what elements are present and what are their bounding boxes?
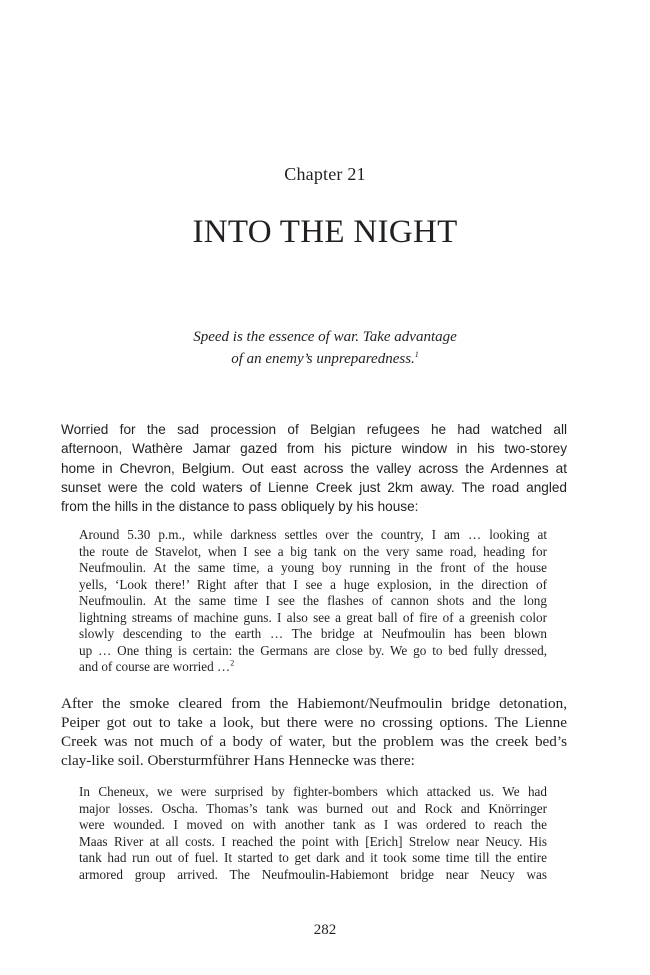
quote-line: yells, ‘Look there!’ Right after that I see a huge explosion, in the direction of	[79, 576, 547, 592]
block-quote-2	[79, 784, 547, 883]
paragraph-line: Peiper got out to take a look, but there were no crossing options. The Lienne	[61, 714, 567, 731]
body-paragraph-1	[61, 420, 567, 516]
paragraph-line: clay-like soil. Obersturmführer Hans Hennecke was there:	[61, 752, 415, 769]
quote-line: Neufmoulin. At the same time, a young boy running in the front of the house	[79, 560, 547, 575]
quote-line: the route de Stavelot, when I see a big tank on the very same road, heading for	[79, 543, 547, 559]
paragraph-line: home in Chevron, Belgium. Out east across the valley across the Ardennes at	[61, 460, 567, 476]
quote-line: up … One thing is certain: the Germans are close by. We go to bed fully dressed,	[79, 642, 547, 658]
paragraph-line: Worried for the sad procession of Belgian refugees he had watched all	[61, 422, 567, 437]
quote-line: Neufmoulin. At the same time I see the flashes of cannon shots and the long	[79, 593, 547, 608]
quote-line: tank had run out of fuel. It started to get dark and it took some time till the entire	[79, 850, 547, 865]
paragraph-line: After the smoke cleared from the Habiemont/Neufmoulin bridge detonation,	[61, 695, 567, 712]
quote-line: were wounded. I moved on with another tank as I was ordered to reach the	[79, 817, 547, 832]
quote-line: armored group arrived. The Neufmoulin-Habiemont bridge near Neucy was	[79, 866, 547, 882]
paragraph-line: afternoon, Wathère Jamar gazed from his picture window in his two-storey	[61, 441, 567, 457]
quote-line: lightning streams of machine guns. I also see a great ball of fire of a greenish color	[79, 609, 547, 625]
paragraph-line: from the hills in the distance to pass obliquely by his house:	[61, 499, 419, 515]
epigraph-line-text: of an enemy’s unpreparedness.	[231, 351, 415, 367]
body-paragraph-2	[61, 694, 567, 770]
footnote-marker: 1	[414, 350, 419, 359]
quote-line: Maas River at all costs. I reached the point with [Erich] Strelow near Neucy. His	[79, 833, 547, 849]
paragraph-line: Creek was not much of a body of water, but the problem was the creek bed’s	[61, 733, 567, 750]
block-quote-1	[79, 527, 547, 676]
paragraph-line: sunset were the cold waters of Lienne Creek just 2km away. The road angled	[61, 479, 567, 495]
epigraph-line: Speed is the essence of war. Take advantage	[193, 329, 457, 345]
epigraph-line	[0, 348, 650, 370]
quote-line: slowly descending to the earth … The bridge at Neufmoulin has been blown	[79, 626, 547, 641]
chapter-label: Chapter 21	[284, 164, 366, 184]
quote-line: In Cheneux, we were surprised by fighter-bombers which attacked us. We had	[79, 784, 547, 799]
epigraph	[0, 326, 650, 370]
quote-line-text: and of course are worried …	[79, 659, 231, 674]
quote-line: Around 5.30 p.m., while darkness settles over the country, I am … looking at	[79, 527, 547, 542]
page-number: 282	[313, 922, 337, 938]
quote-line: major losses. Oscha. Thomas’s tank was burned out and Rock and Knörringer	[79, 800, 547, 816]
quote-line	[79, 659, 547, 676]
chapter-title: INTO THE NIGHT	[192, 214, 458, 250]
footnote-marker: 2	[230, 658, 235, 668]
